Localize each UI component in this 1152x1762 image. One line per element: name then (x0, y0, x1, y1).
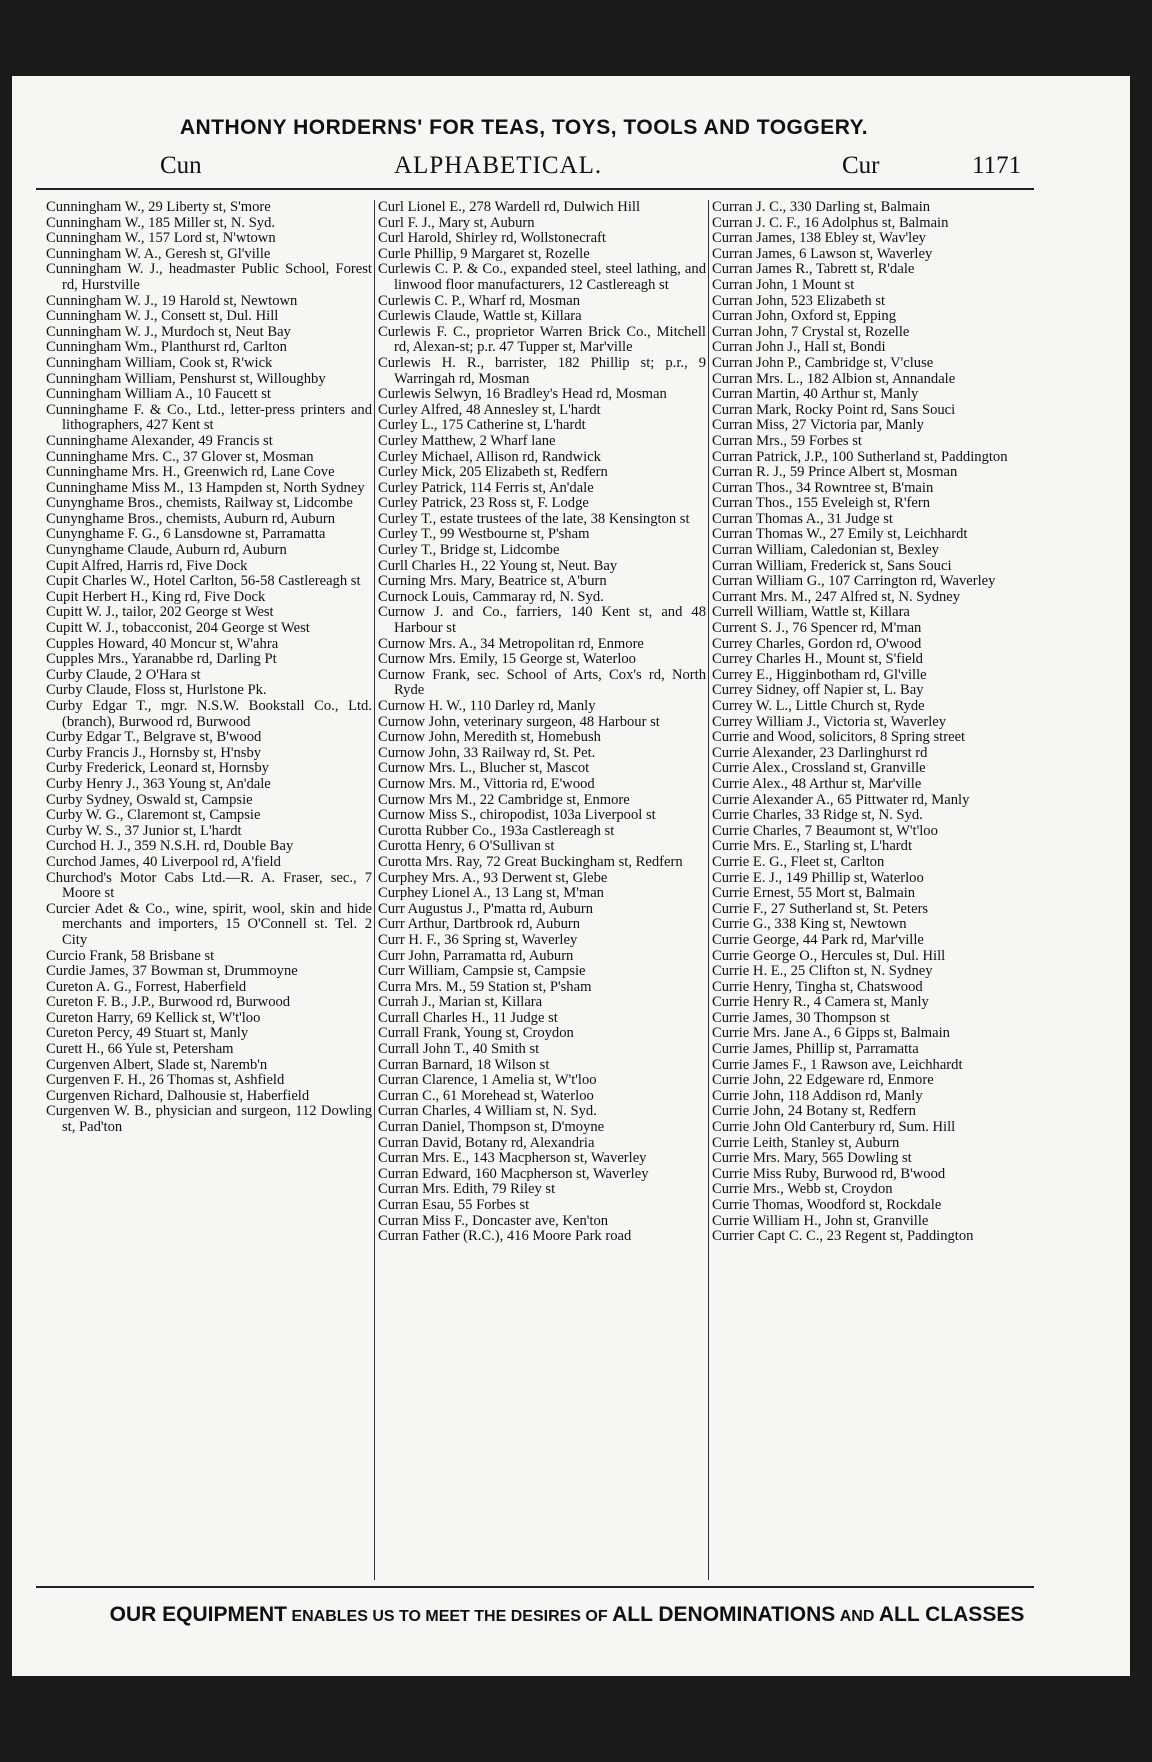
directory-entry: Curley Patrick, 114 Ferris st, An'dale (378, 479, 594, 496)
directory-entry: Cunynghame F. G., 6 Lansdowne st, Parramatta (46, 526, 326, 543)
directory-entry: Curnow Frank, sec. School of Arts, Cox's rd, North Ryde (378, 666, 706, 699)
directory-entry: Currie Leith, Stanley st, Auburn (712, 1134, 900, 1151)
directory-entry: Curett H., 66 Yule st, Petersham (46, 1041, 234, 1058)
directory-entry: Cunningham W. J., Consett st, Dul. Hill (46, 308, 279, 325)
directory-entry: Currey W. L., Little Church st, Ryde (712, 698, 925, 714)
directory-entry: Curphey Lionel A., 13 Lang st, M'man (378, 885, 604, 902)
directory-entry: Cupit Charles W., Hotel Carlton, 56-58 Castlereagh st (46, 573, 361, 590)
directory-entry: Currie Henry, Tingha st, Chatswood (712, 978, 923, 995)
directory-entry: Cunninghame Mrs. C., 37 Glover st, Mosman (46, 448, 314, 465)
directory-entry: Curle Phillip, 9 Margaret st, Rozelle (378, 245, 590, 262)
directory-entry: Cureton Percy, 49 Stuart st, Manly (46, 1025, 249, 1042)
directory-entry: Curnow Mrs M., 22 Cambridge st, Enmore (378, 791, 630, 808)
directory-entry: Curran James R., Tabrett st, R'dale (712, 261, 915, 278)
directory-entry: Currey Charles H., Mount st, S'field (712, 651, 923, 668)
directory-entry: Currey E., Higginbotham rd, Gl'ville (712, 666, 927, 683)
directory-entry: Cunningham William, Cook st, R'wick (46, 354, 273, 371)
directory-entry: Currie E. G., Fleet st, Carlton (712, 853, 885, 870)
directory-entry: Curra Mrs. M., 59 Station st, P'sham (378, 978, 592, 995)
directory-entry: Curran Miss, 27 Victoria par, Manly (712, 417, 924, 434)
directory-entry: Currie Alexander, 23 Darlinghurst rd (712, 744, 928, 761)
directory-entry: Currie and Wood, solicitors, 8 Spring street (712, 729, 966, 746)
directory-entry: Currie John, 22 Edgeware rd, Enmore (712, 1072, 934, 1089)
directory-entry: Currall John T., 40 Smith st (378, 1041, 540, 1058)
directory-entry: Curran Thomas A., 31 Judge st (712, 510, 893, 527)
directory-entry: Curnow John, Meredith st, Homebush (378, 729, 601, 746)
directory-entry: Currall Frank, Young st, Croydon (378, 1025, 574, 1042)
directory-entry: Curran William G., 107 Carrington rd, Waverley (712, 573, 996, 590)
directory-entry: Currie G., 338 King st, Newtown (712, 916, 907, 933)
directory-entry: Cunningham W., 157 Lord st, N'wtown (46, 230, 276, 247)
directory-entry: Cunningham W. A., Geresh st, Gl'ville (46, 245, 271, 262)
directory-entry: Currie John Old Canterbury rd, Sum. Hill (712, 1119, 956, 1136)
directory-entry: Cunningham William, Penshurst st, Willoughby (46, 370, 326, 387)
directory-entry: Curley L., 175 Catherine st, L'hardt (378, 417, 586, 434)
directory-entry: Currie E. J., 149 Phillip st, Waterloo (712, 869, 924, 886)
directory-entry: Curl Lionel E., 278 Wardell rd, Dulwich Hill (378, 199, 641, 215)
directory-column-2 (378, 200, 706, 1245)
directory-entry: Cunninghame Alexander, 49 Francis st (46, 432, 273, 449)
directory-entry: Curgenven Albert, Slade st, Naremb'n (46, 1056, 268, 1073)
directory-entry: Curr Augustus J., P'matta rd, Auburn (378, 900, 594, 917)
header-rule (36, 188, 1034, 190)
directory-entry: Cupit Alfred, Harris rd, Five Dock (46, 557, 248, 574)
directory-entry: Curgenven Richard, Dalhousie st, Haberfield (46, 1087, 310, 1104)
directory-entry: Curran Patrick, J.P., 100 Sutherland st, Paddington (712, 448, 1008, 465)
directory-entry: Cunynghame Bros., chemists, Auburn rd, Auburn (46, 510, 336, 527)
directory-entry: Cupit Herbert H., King rd, Five Dock (46, 588, 266, 605)
directory-entry: Cunninghame Miss M., 13 Hampden st, North Sydney (46, 479, 365, 496)
directory-entry: Cunningham W. J., Murdoch st, Neut Bay (46, 323, 291, 340)
directory-entry: Curran William, Caledonian st, Bexley (712, 542, 939, 559)
directory-entry: Curran Martin, 40 Arthur st, Manly (712, 386, 919, 403)
directory-entry: Currie Charles, 7 Beaumont st, W't'loo (712, 822, 938, 839)
directory-entry: Curby Frederick, Leonard st, Hornsby (46, 760, 269, 777)
directory-entry: Currier Capt C. C., 23 Regent st, Paddington (712, 1228, 974, 1245)
directory-entry: Curby Claude, 2 O'Hara st (46, 666, 201, 683)
directory-entry: Currie Thomas, Woodford st, Rockdale (712, 1197, 942, 1213)
directory-entry: Curby Henry J., 363 Young st, An'dale (46, 775, 271, 792)
directory-entry: Curdie James, 37 Bowman st, Drummoyne (46, 963, 298, 980)
directory-entry: Cureton F. B., J.P., Burwood rd, Burwood (46, 994, 291, 1011)
directory-entry: Currie Ernest, 55 Mort st, Balmain (712, 885, 916, 902)
directory-entry: Curran James, 6 Lawson st, Waverley (712, 245, 933, 262)
column-divider (708, 200, 709, 1580)
directory-entry: Currie Alex., 48 Arthur st, Mar'ville (712, 775, 922, 792)
directory-entry: Curotta Henry, 6 O'Sullivan st (378, 838, 555, 855)
directory-entry: Curran John J., Hall st, Bondi (712, 339, 886, 356)
directory-entry: Curnow J. and Co., farriers, 140 Kent st, and 48 Harbour st (378, 604, 706, 637)
directory-entry: Curley Patrick, 23 Ross st, F. Lodge (378, 495, 589, 512)
directory-entry: Cupitt W. J., tobacconist, 204 George st West (46, 620, 310, 637)
directory-entry: Currey William J., Victoria st, Waverley (712, 713, 947, 730)
directory-entry: Currie Miss Ruby, Burwood rd, B'wood (712, 1165, 946, 1182)
directory-entry: Curl F. J., Mary st, Auburn (378, 214, 535, 231)
directory-entry: Currall Charles H., 11 Judge st (378, 1009, 558, 1026)
directory-entry: Curning Mrs. Mary, Beatrice st, A'burn (378, 573, 607, 590)
directory-entry: Curgenven F. H., 26 Thomas st, Ashfield (46, 1072, 285, 1089)
directory-entry: Curran J. C. F., 16 Adolphus st, Balmain (712, 214, 949, 231)
directory-entry: Curran John, 7 Crystal st, Rozelle (712, 323, 910, 340)
page-number: 1171 (972, 152, 1022, 179)
directory-entry: Curl Harold, Shirley rd, Wollstonecraft (378, 230, 606, 247)
directory-entry: Curotta Mrs. Ray, 72 Great Buckingham st, Redfern (378, 853, 683, 870)
directory-entry: Currie Mrs. E., Starling st, L'hardt (712, 838, 913, 855)
banner-phrase: AND (839, 1608, 875, 1625)
directory-entry: Curnow H. W., 110 Darley rd, Manly (378, 698, 596, 714)
banner-phrase: ENABLES US TO MEET THE DESIRES OF (291, 1608, 608, 1625)
directory-entry: Currie James, Phillip st, Parramatta (712, 1041, 919, 1058)
directory-entry: Cupples Mrs., Yaranabbe rd, Darling Pt (46, 651, 277, 668)
directory-entry: Curley T., estate trustees of the late, 38 Kensington st (378, 510, 690, 527)
directory-entry: Curcier Adet & Co., wine, spirit, wool, skin and hide merchants and importers, 15 O'Connell st. Tel. 2 City (46, 900, 372, 948)
directory-entry: Curran Mrs. E., 143 Macpherson st, Waverley (378, 1150, 647, 1167)
directory-entry: Curran Barnard, 18 Wilson st (378, 1056, 550, 1073)
directory-entry: Curran James, 138 Ebley st, Wav'ley (712, 230, 926, 247)
directory-entry: Curran C., 61 Morehead st, Waterloo (378, 1087, 594, 1104)
directory-entry: Curran Mrs., 59 Forbes st (712, 432, 862, 449)
directory-entry: Currie F., 27 Sutherland st, St. Peters (712, 900, 929, 917)
directory-entry: Cunningham W., 185 Miller st, N. Syd. (46, 214, 276, 231)
directory-entry: Curran Edward, 160 Macpherson st, Waverley (378, 1165, 649, 1182)
directory-entry: Curnow John, 33 Railway rd, St. Pet. (378, 744, 596, 761)
directory-column-1 (46, 200, 372, 1136)
directory-entry: Curran R. J., 59 Prince Albert st, Mosman (712, 464, 958, 481)
directory-entry: Curby W. S., 37 Junior st, L'hardt (46, 822, 242, 839)
directory-entry: Curran Thomas W., 27 Emily st, Leichhardt (712, 526, 968, 543)
directory-entry: Curran Thos., 34 Rowntree st, B'main (712, 479, 934, 496)
directory-entry: Curby Sydney, Oswald st, Campsie (46, 791, 253, 808)
directory-entry: Curran John P., Cambridge st, V'cluse (712, 354, 934, 371)
directory-entry: Cunningham William A., 10 Faucett st (46, 386, 271, 403)
directory-entry: Curnow Mrs. M., Vittoria rd, E'wood (378, 775, 595, 792)
directory-entry: Current S. J., 76 Spencer rd, M'man (712, 620, 922, 637)
directory-entry: Curlewis H. R., barrister, 182 Phillip st; p.r., 9 Warringah rd, Mosman (378, 354, 706, 387)
directory-entry: Curran Mrs. Edith, 79 Riley st (378, 1181, 556, 1198)
directory-entry: Currie William H., John st, Granville (712, 1212, 929, 1229)
directory-entry: Curby Francis J., Hornsby st, H'nsby (46, 744, 262, 761)
directory-entry: Curphey Mrs. A., 93 Derwent st, Glebe (378, 869, 608, 886)
directory-entry: Cupitt W. J., tailor, 202 George st West (46, 604, 274, 621)
directory-entry: Curran Charles, 4 William st, N. Syd. (378, 1103, 597, 1120)
directory-entry: Churchod's Motor Cabs Ltd.—R. A. Fraser, sec., 7 Moore st (46, 869, 372, 902)
directory-entry: Cunninghame Mrs. H., Greenwich rd, Lane Cove (46, 464, 335, 481)
header-left-guide-word: Cun (160, 152, 202, 179)
directory-entry: Currah J., Marian st, Killara (378, 994, 543, 1011)
directory-entry: Curby Claude, Floss st, Hurlstone Pk. (46, 682, 267, 699)
directory-entry: Curlewis Selwyn, 16 Bradley's Head rd, Mosman (378, 386, 667, 403)
directory-entry: Curran Thos., 155 Eveleigh st, R'fern (712, 495, 930, 512)
directory-entry: Curran Esau, 55 Forbes st (378, 1197, 530, 1213)
directory-entry: Curchod James, 40 Liverpool rd, A'field (46, 853, 281, 870)
directory-entry: Currie George O., Hercules st, Dul. Hill (712, 947, 946, 964)
directory-entry: Curgenven W. B., physician and surgeon, 112 Dowling st, Pad'ton (46, 1103, 372, 1136)
directory-entry: Cunningham Wm., Planthurst rd, Carlton (46, 339, 287, 356)
directory-entry: Curley Michael, Allison rd, Randwick (378, 448, 601, 465)
directory-entry: Curnow John, veterinary surgeon, 48 Harbour st (378, 713, 660, 730)
directory-entry: Curby Edgar T., Belgrave st, B'wood (46, 729, 262, 746)
directory-entry: Curnow Miss S., chiropodist, 103a Liverpool st (378, 807, 656, 824)
directory-entry: Currie Mrs. Mary, 565 Dowling st (712, 1150, 912, 1167)
directory-entry: Cunynghame Claude, Auburn rd, Auburn (46, 542, 287, 559)
directory-entry: Curnow Mrs. A., 34 Metropolitan rd, Enmore (378, 635, 644, 652)
directory-entry: Currey Sidney, off Napier st, L. Bay (712, 682, 924, 699)
directory-entry: Curr William, Campsie st, Campsie (378, 963, 586, 980)
directory-entry: Curotta Rubber Co., 193a Castlereagh st (378, 822, 615, 839)
directory-entry: Curnock Louis, Cammaray rd, N. Syd. (378, 588, 604, 605)
directory-entry: Cureton A. G., Forrest, Haberfield (46, 978, 247, 995)
top-advertisement-banner: ANTHONY HORDERNS' FOR TEAS, TOYS, TOOLS AND TOGGERY. (179, 116, 869, 139)
directory-entry: Cureton Harry, 69 Kellick st, W't'loo (46, 1009, 261, 1026)
directory-entry: Currie Henry R., 4 Camera st, Manly (712, 994, 929, 1011)
directory-entry: Curley Matthew, 2 Wharf lane (378, 432, 556, 449)
directory-entry: Curran Mrs. L., 182 Albion st, Annandale (712, 370, 956, 387)
directory-entry: Curley T., 99 Westbourne st, P'sham (378, 526, 590, 543)
directory-entry: Currant Mrs. M., 247 Alfred st, N. Sydney (712, 588, 961, 605)
directory-page (12, 76, 1130, 1676)
directory-entry: Currie John, 118 Addison rd, Manly (712, 1087, 923, 1104)
directory-entry: Curlewis F. C., proprietor Warren Brick Co., Mitchell rd, Alexan-st; p.r. 47 Tupper st, Mar'ville (378, 323, 706, 356)
banner-phrase: ALL CLASSES (878, 1603, 1025, 1626)
directory-entry: Curr H. F., 36 Spring st, Waverley (378, 931, 578, 948)
directory-entry: Curll Charles H., 22 Young st, Neut. Bay (378, 557, 618, 574)
directory-entry: Currell William, Wattle st, Killara (712, 604, 910, 621)
directory-entry: Currey Charles, Gordon rd, O'wood (712, 635, 922, 652)
directory-entry: Currie Mrs. Jane A., 6 Gipps st, Balmain (712, 1025, 950, 1042)
directory-entry: Curlewis C. P. & Co., expanded steel, steel lathing, and linwood floor manufacturers, 12 Castlereagh st (378, 261, 706, 293)
directory-entry: Curran William, Frederick st, Sans Souci (712, 557, 952, 574)
directory-entry: Curran John, 523 Elizabeth st (712, 292, 886, 309)
directory-entry: Curby Edgar T., mgr. N.S.W. Bookstall Co., Ltd. (branch), Burwood rd, Burwood (46, 698, 372, 730)
directory-entry: Curran Clarence, 1 Amelia st, W't'loo (378, 1072, 597, 1089)
directory-entry: Curran John, 1 Mount st (712, 276, 855, 293)
directory-entry: Curran Mark, Rocky Point rd, Sans Souci (712, 401, 956, 418)
directory-entry: Currie H. E., 25 Clifton st, N. Sydney (712, 963, 933, 980)
directory-entry: Cunninghame F. & Co., Ltd., letter-press printers and lithographers, 427 Kent st (46, 401, 372, 434)
directory-entry: Cunningham W. J., headmaster Public School, Forest rd, Hurstville (46, 261, 372, 293)
directory-entry: Currie James, 30 Thompson st (712, 1009, 890, 1026)
directory-entry: Curran John, Oxford st, Epping (712, 308, 897, 325)
directory-entry: Curley T., Bridge st, Lidcombe (378, 542, 560, 559)
directory-entry: Curr John, Parramatta rd, Auburn (378, 947, 574, 964)
column-divider (374, 200, 375, 1580)
directory-entry: Curran Miss F., Doncaster ave, Ken'ton (378, 1212, 609, 1229)
directory-entry: Currie John, 24 Botany st, Redfern (712, 1103, 916, 1120)
banner-phrase: OUR EQUIPMENT (109, 1603, 287, 1626)
directory-entry: Curchod H. J., 359 N.S.H. rd, Double Bay (46, 838, 294, 855)
directory-entry: Curran Daniel, Thompson st, D'moyne (378, 1119, 605, 1136)
directory-entry: Currie Alexander A., 65 Pittwater rd, Manly (712, 791, 970, 808)
directory-entry: Curley Alfred, 48 Annesley st, L'hardt (378, 401, 601, 418)
directory-entry: Cunningham W., 29 Liberty st, S'more (46, 199, 271, 215)
directory-entry: Currie James F., 1 Rawson ave, Leichhardt (712, 1056, 963, 1073)
directory-entry: Curlewis Claude, Wattle st, Killara (378, 308, 582, 325)
directory-entry: Currie Alex., Crossland st, Granville (712, 760, 926, 777)
banner-phrase: ALL DENOMINATIONS (612, 1603, 836, 1626)
directory-entry: Cunynghame Bros., chemists, Railway st, Lidcombe (46, 495, 353, 512)
directory-entry: Cupples Howard, 40 Moncur st, W'ahra (46, 635, 279, 652)
directory-entry: Curran J. C., 330 Darling st, Balmain (712, 199, 931, 215)
header-section-title: ALPHABETICAL. (394, 152, 603, 179)
directory-columns (36, 200, 1036, 1540)
directory-entry: Currie George, 44 Park rd, Mar'ville (712, 931, 924, 948)
directory-entry: Curran Father (R.C.), 416 Moore Park road (378, 1228, 632, 1245)
directory-entry: Currie Mrs., Webb st, Croydon (712, 1181, 893, 1198)
header-right-guide-word: Cur (842, 152, 880, 179)
directory-column-3 (712, 200, 1032, 1245)
bottom-advertisement-banner (12, 1603, 1122, 1627)
directory-entry: Currie Charles, 33 Ridge st, N. Syd. (712, 807, 923, 824)
directory-entry: Curran David, Botany rd, Alexandria (378, 1134, 595, 1151)
directory-entry: Curcio Frank, 58 Brisbane st (46, 947, 215, 964)
footer-rule (36, 1586, 1034, 1588)
directory-entry: Cunningham W. J., 19 Harold st, Newtown (46, 292, 298, 309)
directory-entry: Curnow Mrs. L., Blucher st, Mascot (378, 760, 590, 777)
directory-entry: Curley Mick, 205 Elizabeth st, Redfern (378, 464, 608, 481)
directory-entry: Curr Arthur, Dartbrook rd, Auburn (378, 916, 581, 933)
directory-entry: Curnow Mrs. Emily, 15 George st, Waterloo (378, 651, 636, 668)
directory-entry: Curby W. G., Claremont st, Campsie (46, 807, 261, 824)
directory-entry: Curlewis C. P., Wharf rd, Mosman (378, 292, 581, 309)
